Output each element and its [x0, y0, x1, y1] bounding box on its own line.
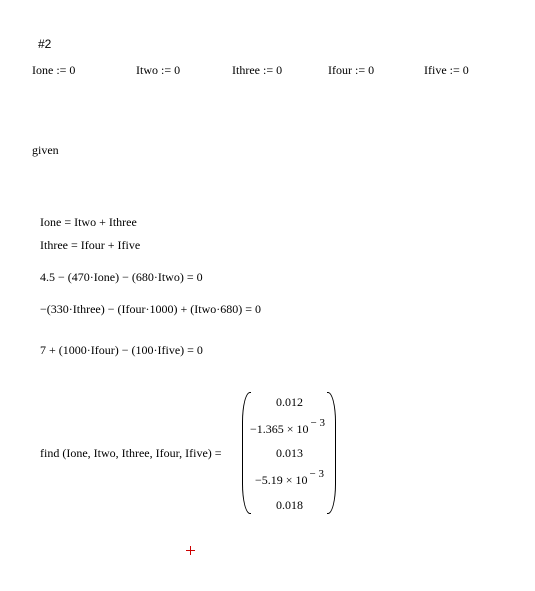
- given-keyword[interactable]: given: [32, 143, 59, 157]
- result-ifour: [255, 468, 325, 487]
- constraint-2[interactable]: Ithree = Ifour + Ifive: [40, 238, 141, 252]
- result-ifive: [276, 499, 303, 511]
- matrix-right-bracket: [327, 392, 336, 514]
- heading-label[interactable]: #2: [38, 37, 52, 51]
- matrix-left-bracket: [242, 392, 251, 514]
- result-itwo-mantissa: −1.365 × 10: [250, 422, 309, 436]
- result-ithree-value: 0.013: [276, 446, 303, 460]
- assign-ithree[interactable]: Ithree := 0: [232, 63, 283, 77]
- constraint-1[interactable]: Ione = Itwo + Ithree: [40, 215, 137, 229]
- result-ifour-exponent: − 3: [309, 468, 325, 480]
- assign-ifour[interactable]: Ifour := 0: [328, 63, 375, 77]
- find-expression[interactable]: find (Ione, Itwo, Ithree, Ifour, Ifive) =: [40, 446, 222, 460]
- assign-ifive[interactable]: Ifive := 0: [424, 63, 469, 77]
- constraint-3[interactable]: 4.5 − (470·Ione) − (680·Itwo) = 0: [40, 270, 203, 284]
- constraint-4[interactable]: −(330·Ithree) − (Ifour·1000) + (Itwo·680) = 0: [40, 302, 261, 316]
- result-ifour-mantissa: −5.19 × 10: [255, 473, 308, 487]
- result-matrix[interactable]: [242, 392, 336, 512]
- result-itwo: [250, 417, 326, 436]
- result-ifive-value: 0.018: [276, 498, 303, 512]
- insertion-crosshair-icon: [186, 546, 195, 555]
- result-ione: [276, 396, 303, 408]
- result-ithree: [276, 447, 303, 459]
- constraint-5[interactable]: 7 + (1000·Ifour) − (100·Ifive) = 0: [40, 343, 203, 357]
- result-itwo-exponent: − 3: [310, 417, 326, 429]
- assign-ione[interactable]: Ione := 0: [32, 63, 76, 77]
- assign-itwo[interactable]: Itwo := 0: [136, 63, 181, 77]
- result-ione-value: 0.012: [276, 395, 303, 409]
